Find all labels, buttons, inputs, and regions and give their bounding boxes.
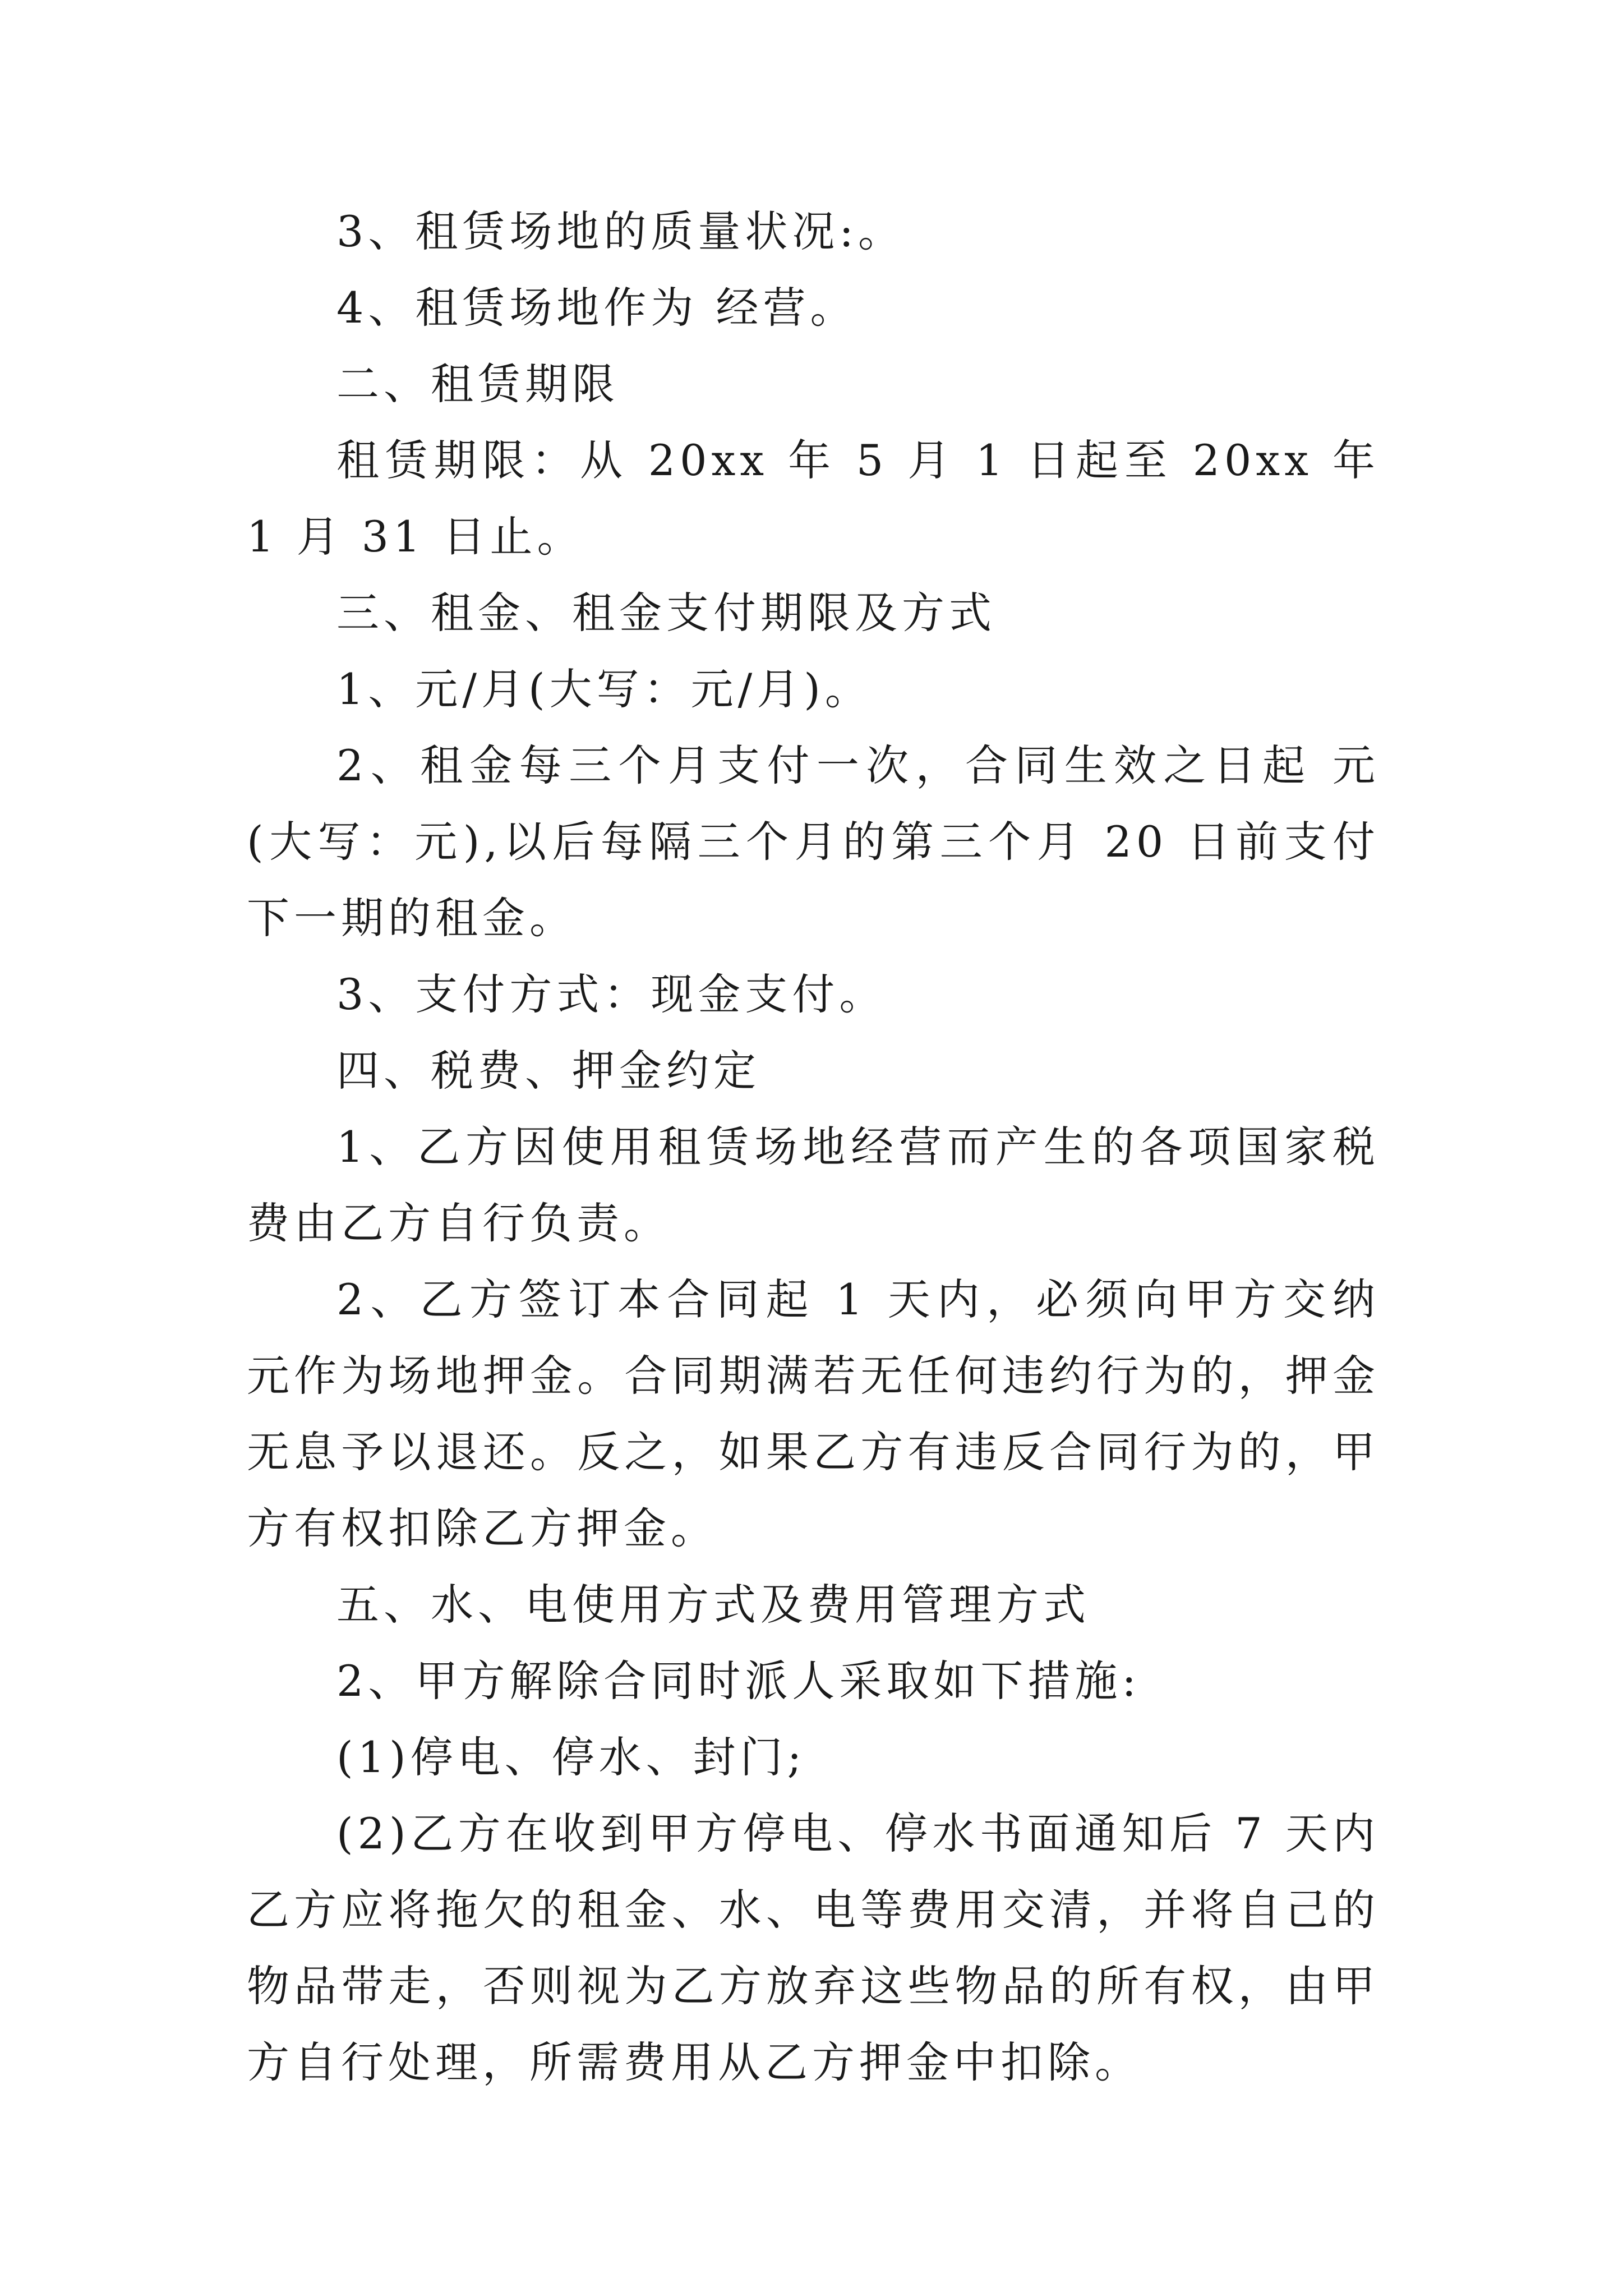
section-heading-taxes-deposit: 四、税费、押金约定 xyxy=(336,1046,760,1096)
paragraph-lease-term: 租赁期限：从 20xx 年 5 月 1 日起至 20xx 年 1 月 31 日止。 xyxy=(247,435,1380,562)
paragraph-deposit: 2、乙方签订本合同起 1 天内，必须向甲方交纳 元作为场地押金。合同期满若无任何违约行为的，押金无息予以退还。反之，如果乙方有违反合同行为的，甲方有权扣除乙方押金。 xyxy=(247,1274,1380,1553)
paragraph-quality-status: 3、租赁场地的质量状况:。 xyxy=(336,206,905,256)
paragraph-termination-measures: 2、甲方解除合同时派人采取如下措施: xyxy=(336,1656,1141,1706)
document-body xyxy=(247,194,1380,2101)
section-heading-lease-term: 二、租赁期限 xyxy=(336,359,619,409)
paragraph-business-use: 4、租赁场地作为 经营。 xyxy=(336,283,857,333)
paragraph-taxes: 1、乙方因使用租赁场地经营而产生的各项国家税费由乙方自行负责。 xyxy=(247,1122,1380,1248)
section-heading-utilities: 五、水、电使用方式及费用管理方式 xyxy=(336,1580,1090,1630)
paragraph-rent-schedule: 2、租金每三个月支付一次，合同生效之日起 元(大写：元),以后每隔三个月的第三个月 20 日前支付下一期的租金。 xyxy=(247,740,1380,943)
section-heading-rent: 三、租金、租金支付期限及方式 xyxy=(336,588,996,638)
paragraph-payment-method: 3、支付方式：现金支付。 xyxy=(336,969,887,1019)
paragraph-measure-1: (1)停电、停水、封门; xyxy=(336,1732,806,1782)
paragraph-rent-amount: 1、元/月(大写：元/月)。 xyxy=(336,664,872,714)
paragraph-measure-2: (2)乙方在收到甲方停电、停水书面通知后 7 天内乙方应将拖欠的租金、水、电等费用交清，并将自己的物品带走，否则视为乙方放弃这些物品的所有权，由甲方自行处理，所需费用从乙方押金中扣除。 xyxy=(247,1809,1380,2087)
